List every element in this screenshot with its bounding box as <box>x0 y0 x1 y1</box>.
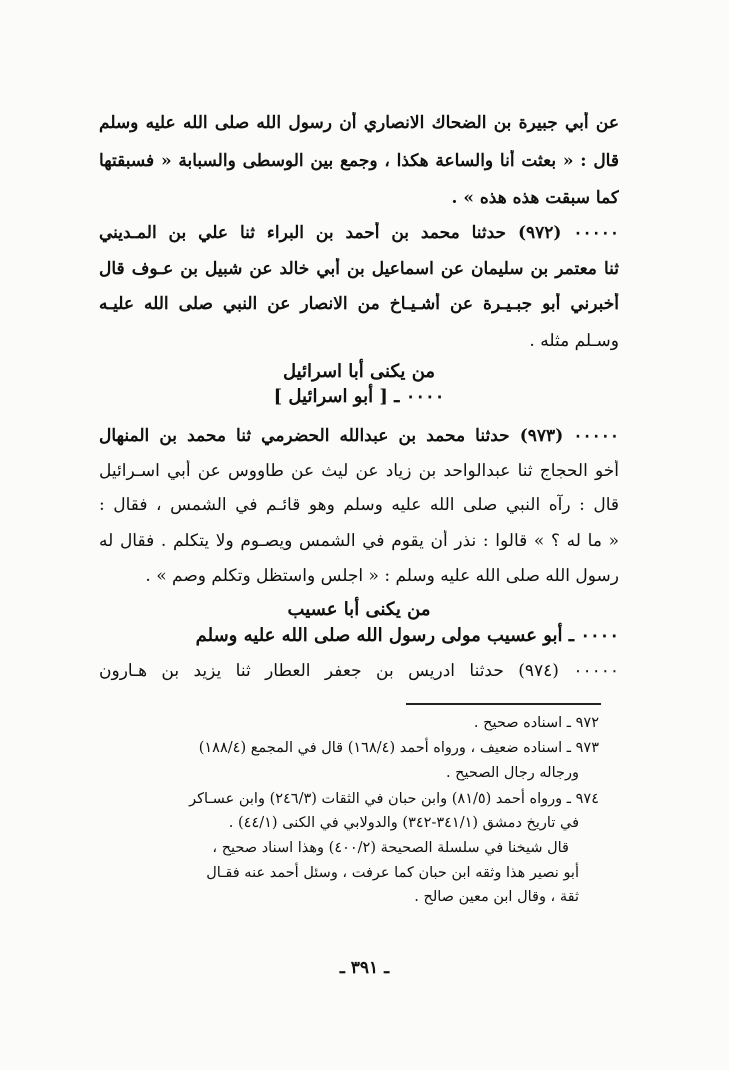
footnote-line: ورجاله رجال الصحيح . <box>445 765 579 781</box>
section-heading: من يكنى أبا اسرائيل <box>282 361 436 382</box>
footnote-line: أبو نصير هذا وثقه ابن حبان كما عرفت ، وسئل أحمد عنه فقـال <box>206 865 579 881</box>
text-line: قال : « بعثت أنا والساعة هكذا ، وجمع بين الوسطى والسبابة « فسبقتها <box>99 151 619 171</box>
footnote-line: ثقة ، وقال ابن معين صالح . <box>414 889 579 905</box>
footnote-line: قال شيخنا في سلسلة الصحيحة (٤٠٠/٢) وهذا اسناد صحيح ، <box>212 840 569 856</box>
section-subheading: ٠٠٠٠ ـ أبو عسيب مولى رسول الله صلى الله عليه وسلم <box>195 625 619 646</box>
text-line: ٠٠٠٠٠ (٩٧٣) حدثنا محمد بن عبدالله الحضرمي ثنا محمد بن المنهال <box>99 426 619 446</box>
text-line: أخو الحجاج ثنا عبدالواحد بن زياد عن ليث عن طاووس عن أبي اسـرائيل <box>99 461 619 481</box>
text-line: قال : رآه النبي صلى الله عليه وسلم وهو قائـم في الشمس ، فقال : <box>99 495 619 515</box>
footnote-line: في تاريخ دمشق (٣٤١/١-٣٤٢) والدولابي في الكنى (٤٤/١) . <box>228 815 579 831</box>
text-line: ثنا معتمر بن سليمان عن اسماعيل بن أبي خالد عن شبيل بن عـوف قال <box>99 259 619 279</box>
text-line: ٠٠٠٠٠ (٩٧٢) حدثنا محمد بن أحمد بن البراء ثنا علي بن المـديني <box>99 223 619 243</box>
text-line: ٠٠٠٠٠ (٩٧٤) حدثنا ادريس بن جعفر العطار ثنا يزيد بن هـارون <box>99 661 619 681</box>
text-line: أخبرني أبو جبـيـرة عن أشـيـاخ من الانصار عن النبي صلى الله عليـه <box>99 294 619 314</box>
text-line: وسـلم مثله . <box>529 331 619 351</box>
text-line: عن أبي جبيرة بن الضحاك الانصاري أن رسول الله صلى الله عليه وسلم <box>99 113 619 133</box>
page-number: ـ ٣٩١ ـ <box>339 958 390 978</box>
footnote-line: ٩٧٤ ـ ورواه أحمد (٨١/٥) وابن حبان في الثقات (٢٤٦/٣) وابن عسـاكر <box>189 791 599 807</box>
text-line: « ما له ؟ » قالوا : نذر أن يقوم في الشمس ويصـوم ولا يتكلم . فقال له <box>99 531 619 551</box>
footnote-separator <box>406 703 601 705</box>
text-line: رسول الله صلى الله عليه وسلم : « اجلس واستظل وتكلم وصم » . <box>145 566 619 586</box>
section-subheading: ٠٠٠٠ ـ [ أبو اسرائيل ] <box>273 386 445 407</box>
text-line: كما سبقت هذه هذه » . <box>451 188 619 208</box>
footnote-line: ٩٧٣ ـ اسناده ضعيف ، ورواه أحمد (١٦٨/٤) قال في المجمع (١٨٨/٤) <box>198 740 599 756</box>
section-heading: من يكنى أبا عسيب <box>287 599 431 620</box>
footnote-line: ٩٧٢ ـ اسناده صحيح . <box>473 715 599 731</box>
